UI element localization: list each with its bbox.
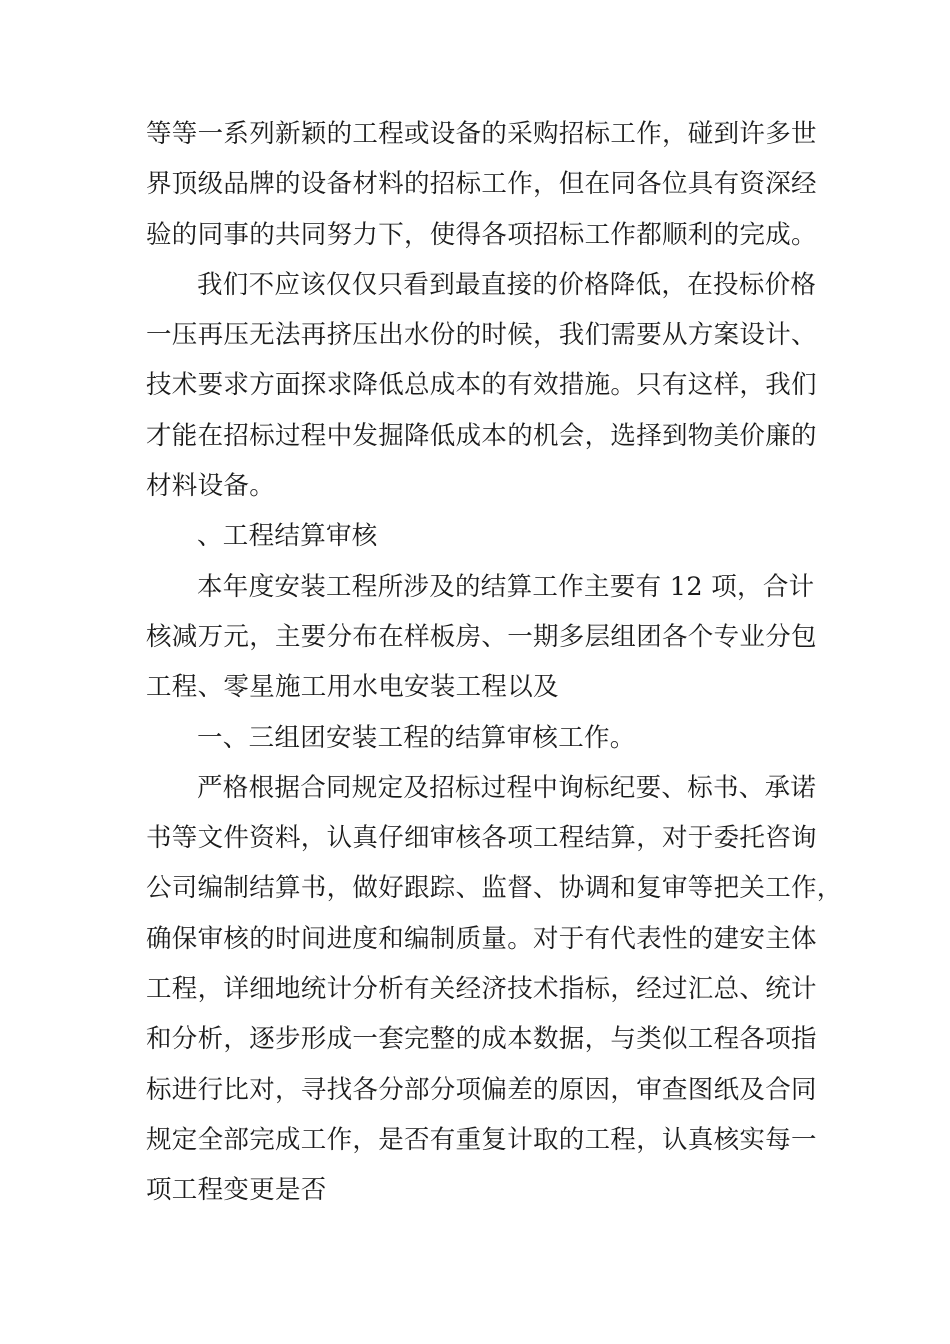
section-heading: 、工程结算审核 [197,521,378,552]
text-line: 工程，详细地统计分析有关经济技术指标，经过汇总、统计 [146,974,817,1005]
text-line: 本年度安装工程所涉及的结算工作主要有 12 项，合计 [197,571,815,602]
text-line: 材料设备。 [146,471,276,502]
text-line: 书等文件资料，认真仔细审核各项工程结算，对于委托咨询 [146,823,817,854]
text-line: 验的同事的共同努力下，使得各项招标工作都顺利的完成。 [146,219,817,250]
text-line: 才能在招标过程中发掘降低成本的机会，选择到物美价廉的 [146,420,817,451]
text-line: 一、三组团安装工程的结算审核工作。 [197,722,636,753]
text-line: 等等一系列新颖的工程或设备的采购招标工作，碰到许多世 [146,119,817,149]
text-line: 界顶级品牌的设备材料的招标工作，但在同各位具有资深经 [146,169,817,200]
document-body [146,109,843,1216]
text-line: 确保审核的时间进度和编制质量。对于有代表性的建安主体 [146,923,817,954]
text-line: 严格根据合同规定及招标过程中询标纪要、标书、承诺 [197,772,817,803]
text-line: 项工程变更是否 [146,1175,327,1206]
text-line: 和分析，逐步形成一套完整的成本数据，与类似工程各项指 [146,1024,817,1055]
text-line: 工程、零星施工用水电安装工程以及 [146,672,559,703]
text-line: 标进行比对，寻找各分部分项偏差的原因，审查图纸及合同 [146,1074,817,1105]
text-line: 公司编制结算书，做好跟踪、监督、协调和复审等把关工作， [146,873,843,904]
text-line: 一压再压无法再挤压出水份的时候，我们需要从方案设计、 [146,320,817,351]
text-line: 我们不应该仅仅只看到最直接的价格降低，在投标价格 [197,269,817,300]
text-line: 核减万元，主要分布在样板房、一期多层组团各个专业分包 [146,621,817,652]
text-line: 技术要求方面探求降低总成本的有效措施。只有这样，我们 [146,370,817,401]
text-line: 规定全部完成工作，是否有重复计取的工程，认真核实每一 [146,1124,817,1155]
